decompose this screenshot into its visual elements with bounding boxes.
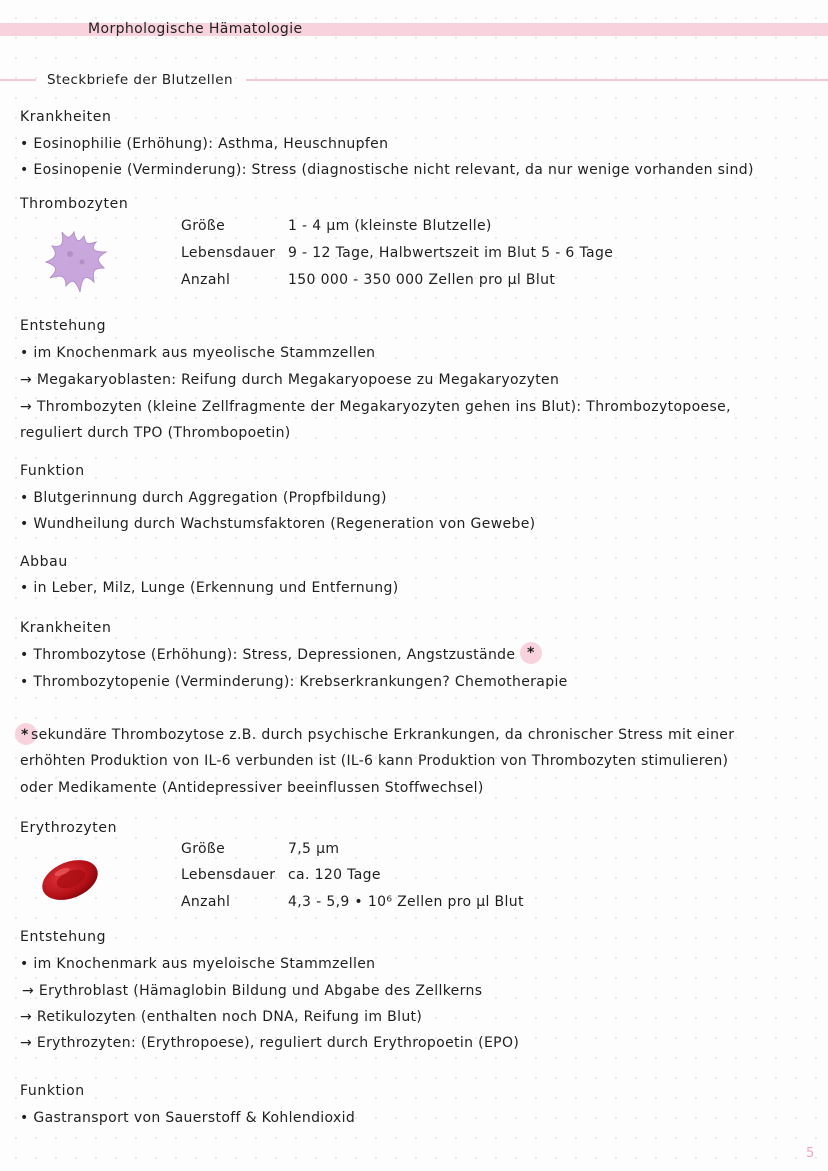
thrombo-stat-label-count: Anzahl [181,272,231,288]
thrombo-stat-label-size: Größe [181,218,226,234]
thrombo-entstehung-line-4: reguliert durch TPO (Thrombopoetin) [20,425,291,441]
erythro-stat-label-lifespan: Lebensdauer [181,867,276,883]
thrombo-stat-value-lifespan: 9 - 12 Tage, Halbwertszeit im Blut 5 - 6 Tage [288,245,614,261]
thrombo-abbau-line-1: • in Leber, Milz, Lunge (Erkennung und Entfernung) [20,580,399,596]
thrombo-funktion-line-2: • Wundheilung durch Wachstumsfaktoren (Regeneration von Gewebe) [20,516,536,532]
erythro-entstehung-line-2: → Erythroblast (Hämaglobin Bildung und Abgabe des Zellkerns [22,983,483,999]
thrombo-funktion-heading: Funktion [20,463,85,479]
erythro-stat-value-size: 7,5 µm [288,841,340,857]
erythro-stat-value-count: 4,3 - 5,9 • 10⁶ Zellen pro µl Blut [288,894,524,910]
thrombo-entstehung-line-3: → Thrombozyten (kleine Zellfragmente der Megakaryozyten gehen ins Blut): Thrombozytopoese, [20,399,731,415]
thrombo-funktion-line-1: • Blutgerinnung durch Aggregation (Propfbildung) [20,490,387,506]
erythro-stat-label-size: Größe [181,841,226,857]
thrombo-krankheiten-line-1: • Thrombozytose (Erhöhung): Stress, Depressionen, Angstzustände [20,647,516,663]
star-marker: * [527,645,535,661]
note-line-3: oder Medikamente (Antidepressiver beeinflussen Stoffwechsel) [20,780,484,796]
note-line-1: sekundäre Thrombozytose z.B. durch psychische Erkrankungen, da chronischer Stress mit einer [31,727,735,743]
erythro-stat-value-lifespan: ca. 120 Tage [288,867,381,883]
page-title: Morphologische Hämatologie [88,21,303,37]
note-star-marker: * [21,727,29,743]
note-line-2: erhöhten Produktion von IL-6 verbunden ist (IL-6 kann Produktion von Thrombozyten stimulieren) [20,753,729,769]
platelet-icon [40,222,112,298]
thrombo-entstehung-line-1: • im Knochenmark aus myeolische Stammzellen [20,345,376,361]
erythro-entstehung-heading: Entstehung [20,929,107,945]
erythro-funktion-line-1: • Gastransport von Sauerstoff & Kohlendioxid [20,1110,356,1126]
thrombo-krankheiten-heading: Krankheiten [20,620,112,636]
thrombo-stat-value-size: 1 - 4 µm (kleinste Blutzelle) [288,218,492,234]
erythro-funktion-heading: Funktion [20,1083,85,1099]
red-blood-cell-icon [38,854,102,904]
subheader-line-right [246,79,828,81]
page-number: 5 [806,1146,815,1161]
eos-krankheiten-heading: Krankheiten [20,109,112,125]
thrombo-krankheiten-line-2: • Thrombozytopenie (Verminderung): Krebserkrankungen? Chemotherapie [20,674,568,690]
thrombo-entstehung-heading: Entstehung [20,318,107,334]
thrombo-entstehung-line-2: → Megakaryoblasten: Reifung durch Megakaryopoese zu Megakaryozyten [20,372,560,388]
erythro-entstehung-line-4: → Erythrozyten: (Erythropoese), reguliert durch Erythropoetin (EPO) [20,1035,520,1051]
erythro-entstehung-line-1: • im Knochenmark aus myeloische Stammzellen [20,956,376,972]
subheader-line-left [0,79,36,81]
erythro-entstehung-line-3: → Retikulozyten (enthalten noch DNA, Reifung im Blut) [20,1009,423,1025]
eos-line-2: • Eosinopenie (Verminderung): Stress (diagnostische nicht relevant, da nur wenige vorhanden sind) [20,162,754,178]
section-title: Steckbriefe der Blutzellen [47,72,233,88]
thrombo-abbau-heading: Abbau [20,554,68,570]
thrombo-title: Thrombozyten [20,196,129,212]
erythro-stat-label-count: Anzahl [181,894,231,910]
thrombo-stat-value-count: 150 000 - 350 000 Zellen pro µl Blut [288,272,556,288]
erythro-title: Erythrozyten [20,820,118,836]
thrombo-stat-label-lifespan: Lebensdauer [181,245,276,261]
eos-line-1: • Eosinophilie (Erhöhung): Asthma, Heuschnupfen [20,136,389,152]
